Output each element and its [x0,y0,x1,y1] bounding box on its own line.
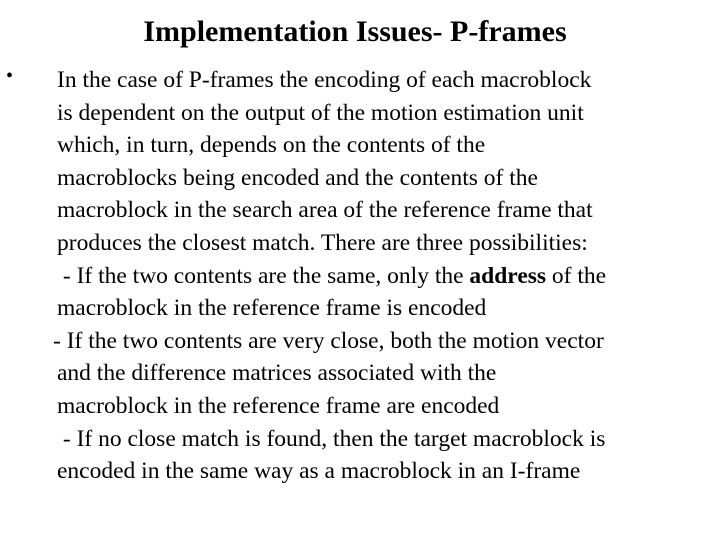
paragraph-line: macroblocks being encoded and the contents of the [57,164,538,191]
possibility-1-line-2: macroblock in the reference frame is encoded [57,295,487,322]
possibility-1-emphasis: address [469,262,547,289]
possibility-3-line-2: encoded in the same way as a macroblock in an I-frame [57,458,581,485]
paragraph-line: macroblock in the search area of the reference frame that [57,197,593,224]
possibility-2-line-1: - If the two contents are very close, both the motion vector [53,327,604,354]
paragraph-line: produces the closest match. There are three possibilities: [57,229,588,256]
bullet-marker: • [6,65,14,87]
paragraph-line: is dependent on the output of the motion estimation unit [57,99,584,126]
possibility-2-line-2: and the difference matrices associated with the [57,360,497,387]
bullet-body [53,64,712,488]
paragraph-line: In the case of P-frames the encoding of each macroblock [57,67,592,93]
possibility-2-line-3: macroblock in the reference frame are encoded [57,392,500,419]
possibility-1-prefix: - If the two contents are the same, only the [57,262,470,289]
slide-title: Implementation Issues- P-frames [143,15,567,48]
possibility-3-line-1: - If no close match is found, then the target macroblock is [57,425,606,452]
paragraph-line: which, in turn, depends on the contents of the [57,132,486,159]
possibility-1-line-1 [57,260,712,293]
possibility-1-suffix: of the [546,262,607,289]
